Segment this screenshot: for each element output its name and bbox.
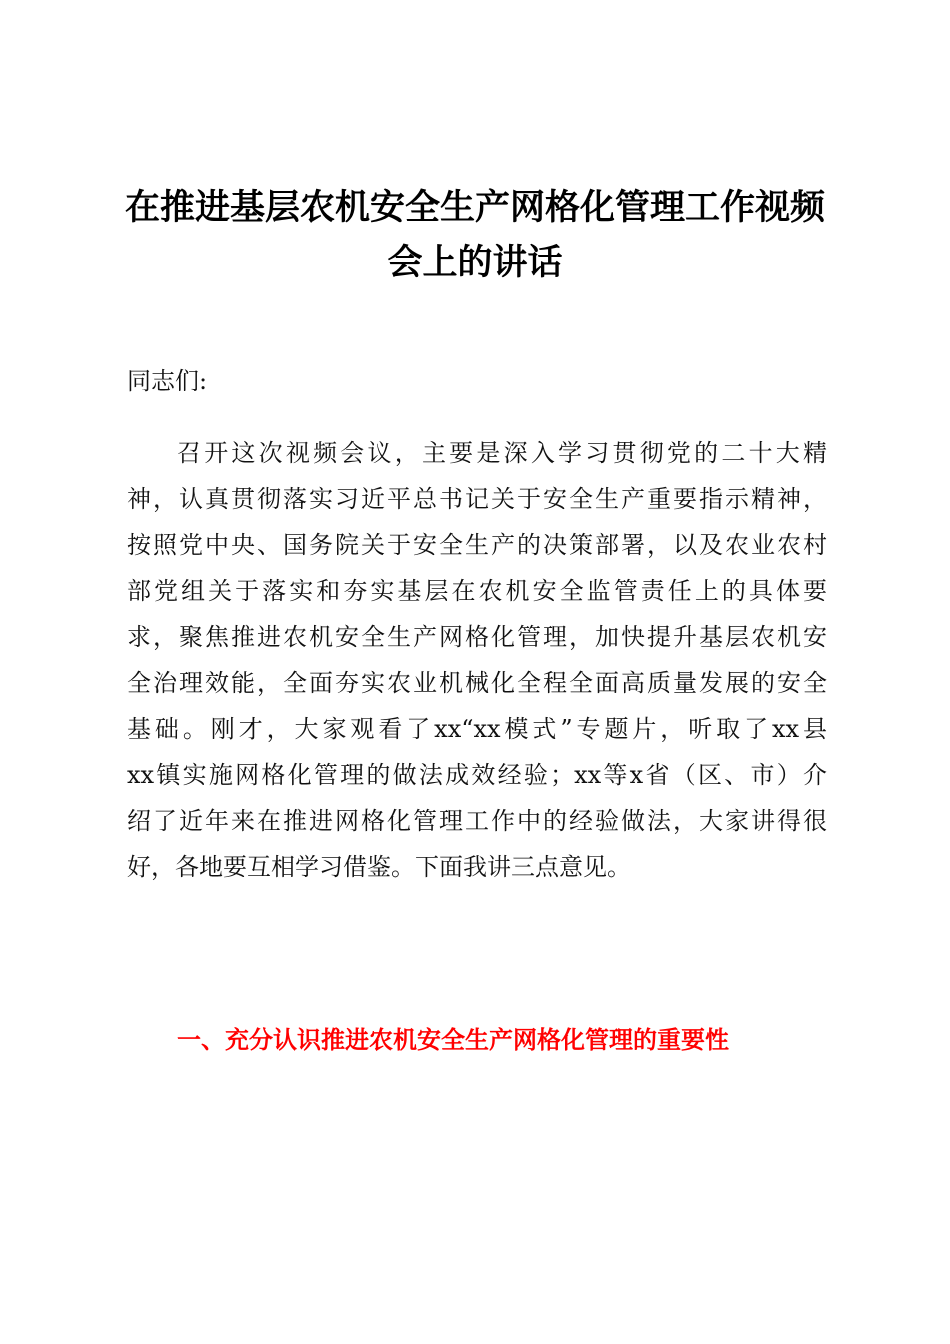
document-title: [110, 181, 840, 291]
section-heading: 一、充分认识推进农机安全生产网格化管理的重要性: [177, 1026, 729, 1054]
paragraph-line: 召开这次视频会议，主要是深入学习贯彻党的二十大精: [177, 439, 827, 467]
paragraph-line: 基础。刚才，大家观看了xx“xx模式”专题片，听取了xx县: [127, 715, 827, 743]
paragraph-line: 绍了近年来在推进网格化管理工作中的经验做法，大家讲得很: [127, 807, 827, 835]
paragraph-line: 部党组关于落实和夯实基层在农机安全监管责任上的具体要: [127, 577, 827, 605]
title-line-1: 在推进基层农机安全生产网格化管理工作视频: [124, 188, 825, 228]
paragraph-line: xx镇实施网格化管理的做法成效经验；xx等x省（区、市）介: [127, 761, 827, 789]
paragraph-line: 好，各地要互相学习借鉴。下面我讲三点意见。: [127, 853, 631, 881]
paragraph-line: 全治理效能，全面夯实农业机械化全程全面高质量发展的安全: [127, 669, 827, 697]
paragraph-line: 神，认真贯彻落实习近平总书记关于安全生产重要指示精神，: [127, 485, 827, 513]
title-line-2: 会上的讲话: [387, 243, 563, 283]
salutation: 同志们:: [127, 367, 208, 395]
paragraph-line: 求，聚焦推进农机安全生产网格化管理，加快提升基层农机安: [127, 623, 827, 651]
body-paragraph: [127, 434, 827, 894]
paragraph-line: 按照党中央、国务院关于安全生产的决策部署，以及农业农村: [127, 531, 827, 559]
